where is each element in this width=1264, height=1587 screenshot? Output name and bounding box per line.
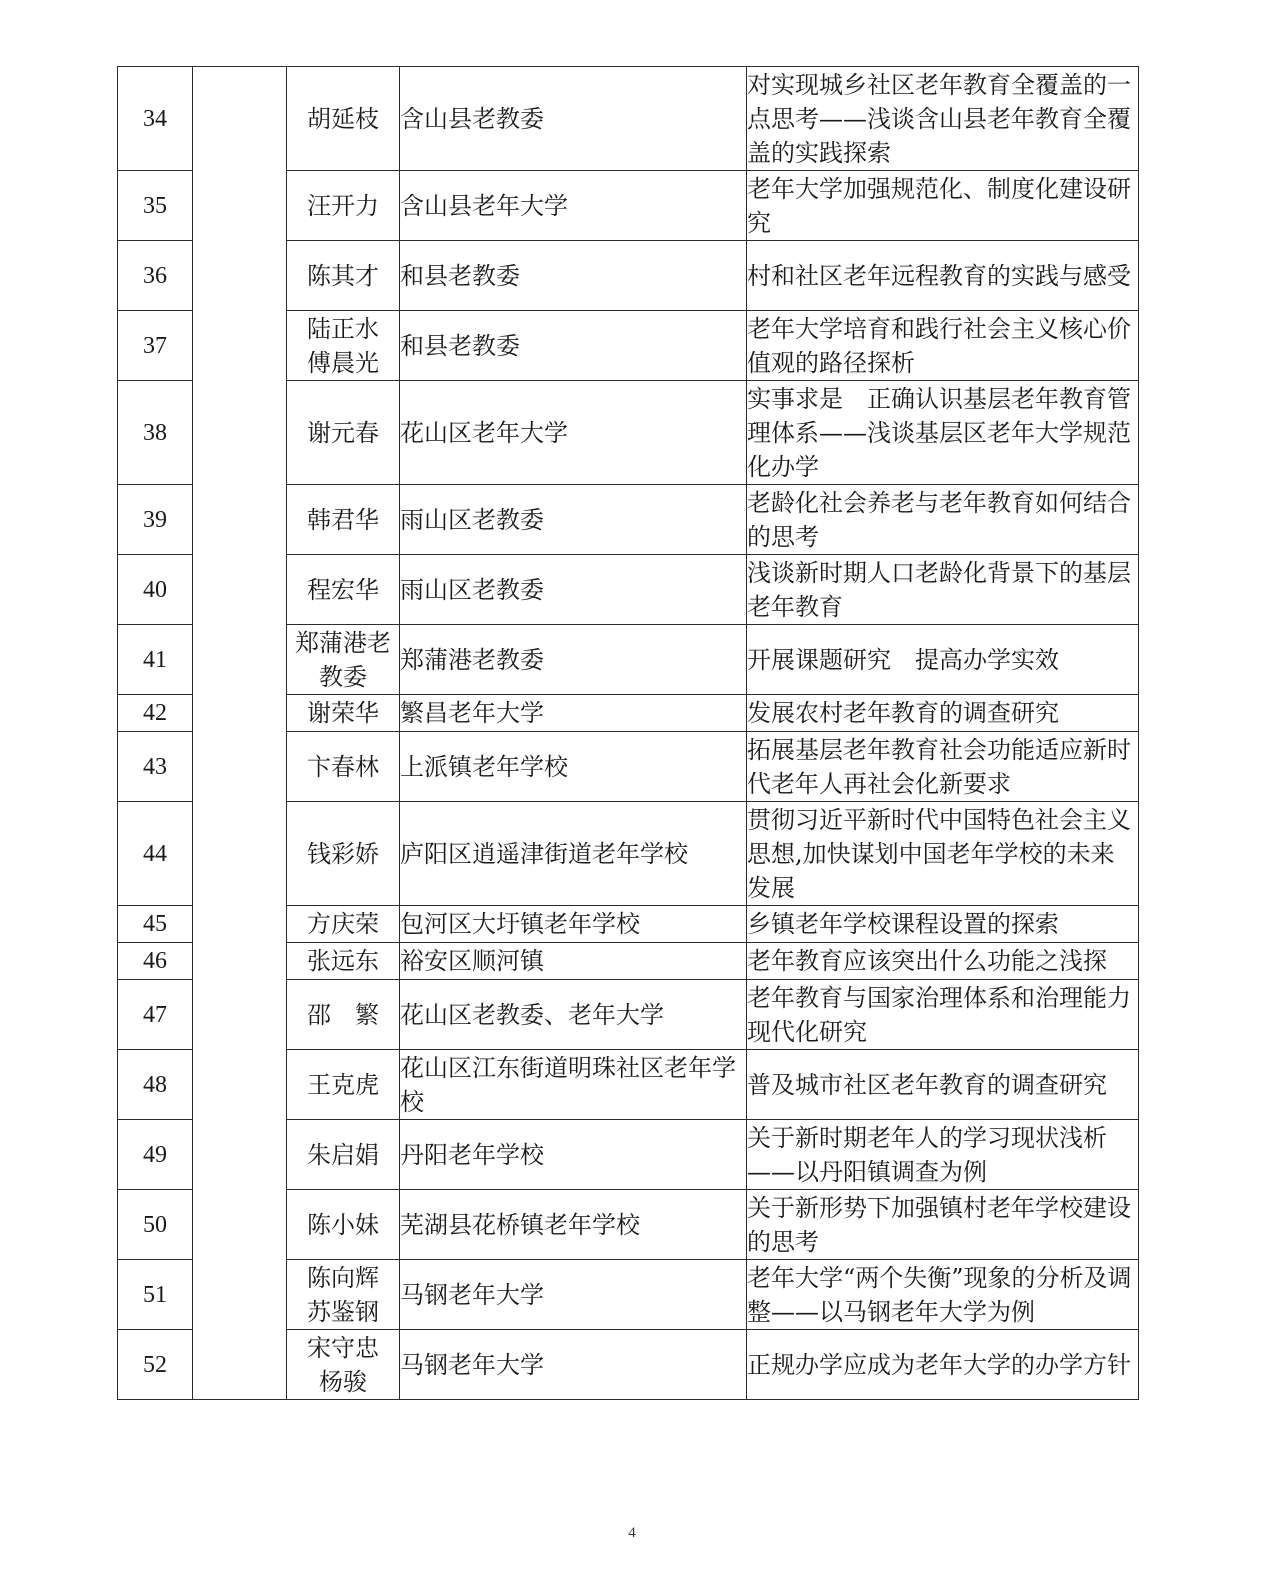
paper-title: 开展课题研究 提高办学实效	[747, 625, 1139, 695]
author-name-line: 钱彩娇	[307, 839, 379, 868]
row-number: 40	[118, 555, 193, 625]
author-name-line: 苏鉴钢	[307, 1297, 379, 1326]
awards-table	[117, 66, 1139, 1400]
author-name-line: 谢元春	[307, 418, 379, 447]
author-name	[287, 485, 400, 555]
row-number: 41	[118, 625, 193, 695]
author-name-line: 宋守忠	[307, 1333, 379, 1362]
paper-title: 拓展基层老年教育社会功能适应新时代老年人再社会化新要求	[747, 732, 1139, 802]
author-name-line: 韩君华	[307, 505, 379, 534]
row-number: 35	[118, 171, 193, 241]
author-name	[287, 906, 400, 943]
organization: 繁昌老年大学	[400, 695, 747, 732]
row-number: 49	[118, 1120, 193, 1190]
paper-title: 乡镇老年学校课程设置的探索	[747, 906, 1139, 943]
row-number: 44	[118, 802, 193, 906]
organization: 和县老教委	[400, 241, 747, 311]
author-name	[287, 695, 400, 732]
organization: 花山区江东街道明珠社区老年学校	[400, 1050, 747, 1120]
organization: 上派镇老年学校	[400, 732, 747, 802]
row-number: 52	[118, 1330, 193, 1400]
row-number: 51	[118, 1260, 193, 1330]
row-number: 43	[118, 732, 193, 802]
paper-title: 浅谈新时期人口老龄化背景下的基层老年教育	[747, 555, 1139, 625]
organization: 花山区老年大学	[400, 381, 747, 485]
author-name	[287, 1050, 400, 1120]
table-body	[118, 67, 1139, 1400]
author-name-line: 程宏华	[307, 575, 379, 604]
author-name-line: 胡延枝	[307, 104, 379, 133]
row-number: 46	[118, 943, 193, 980]
author-name	[287, 980, 400, 1050]
paper-title: 老年大学“两个失衡”现象的分析及调整——以马钢老年大学为例	[747, 1260, 1139, 1330]
row-number: 38	[118, 381, 193, 485]
row-number: 34	[118, 67, 193, 171]
author-name-line: 卞春林	[307, 752, 379, 781]
author-name	[287, 381, 400, 485]
author-name	[287, 1260, 400, 1330]
author-name-line: 陈向辉	[307, 1263, 379, 1292]
paper-title: 正规办学应成为老年大学的办学方针	[747, 1330, 1139, 1400]
organization: 芜湖县花桥镇老年学校	[400, 1190, 747, 1260]
author-name-line: 傅晨光	[307, 348, 379, 377]
author-name	[287, 1190, 400, 1260]
organization: 和县老教委	[400, 311, 747, 381]
paper-title: 贯彻习近平新时代中国特色社会主义思想,加快谋划中国老年学校的未来发展	[747, 802, 1139, 906]
author-name-line: 邵 繁	[307, 1000, 379, 1029]
table-row	[118, 67, 1139, 171]
organization: 庐阳区逍遥津街道老年学校	[400, 802, 747, 906]
organization: 丹阳老年学校	[400, 1120, 747, 1190]
paper-title: 老年教育应该突出什么功能之浅探	[747, 943, 1139, 980]
organization: 马钢老年大学	[400, 1260, 747, 1330]
author-name-line: 张远东	[307, 947, 379, 975]
author-name	[287, 311, 400, 381]
author-name-line: 朱启娟	[307, 1140, 379, 1169]
author-name-line: 陈其才	[307, 261, 379, 290]
paper-title: 老龄化社会养老与老年教育如何结合的思考	[747, 485, 1139, 555]
paper-title: 对实现城乡社区老年教育全覆盖的一点思考——浅谈含山县老年教育全覆盖的实践探索	[747, 67, 1139, 171]
author-name-line: 谢荣华	[307, 699, 379, 727]
author-name	[287, 1330, 400, 1400]
author-name	[287, 171, 400, 241]
organization: 马钢老年大学	[400, 1330, 747, 1400]
row-number: 45	[118, 906, 193, 943]
author-name	[287, 802, 400, 906]
paper-title: 发展农村老年教育的调查研究	[747, 695, 1139, 732]
author-name-line: 教委	[319, 662, 367, 691]
row-number: 50	[118, 1190, 193, 1260]
organization: 含山县老年大学	[400, 171, 747, 241]
row-number: 42	[118, 695, 193, 732]
row-number: 36	[118, 241, 193, 311]
author-name	[287, 1120, 400, 1190]
paper-title: 普及城市社区老年教育的调查研究	[747, 1050, 1139, 1120]
paper-title: 关于新时期老年人的学习现状浅析——以丹阳镇调查为例	[747, 1120, 1139, 1190]
organization: 包河区大圩镇老年学校	[400, 906, 747, 943]
paper-title: 老年大学培育和践行社会主义核心价值观的路径探析	[747, 311, 1139, 381]
organization: 雨山区老教委	[400, 555, 747, 625]
paper-title: 村和社区老年远程教育的实践与感受	[747, 241, 1139, 311]
paper-title: 老年大学加强规范化、制度化建设研究	[747, 171, 1139, 241]
organization: 花山区老教委、老年大学	[400, 980, 747, 1050]
organization: 裕安区顺河镇	[400, 943, 747, 980]
row-number: 37	[118, 311, 193, 381]
author-name-line: 陈小妹	[307, 1210, 379, 1239]
row-number: 39	[118, 485, 193, 555]
author-name	[287, 241, 400, 311]
author-name-line: 方庆荣	[307, 910, 379, 938]
author-name	[287, 67, 400, 171]
author-name-line: 郑蒲港老	[295, 628, 391, 657]
author-name-line: 汪开力	[307, 191, 379, 220]
author-name-line: 杨骏	[319, 1367, 367, 1396]
organization: 含山县老教委	[400, 67, 747, 171]
page-number: 4	[628, 1525, 636, 1541]
paper-title: 关于新形势下加强镇村老年学校建设的思考	[747, 1190, 1139, 1260]
row-number: 48	[118, 1050, 193, 1120]
paper-title: 老年教育与国家治理体系和治理能力现代化研究	[747, 980, 1139, 1050]
author-name-line: 陆正水	[307, 314, 379, 343]
paper-title: 实事求是 正确认识基层老年教育管理体系——浅谈基层区老年大学规范化办学	[747, 381, 1139, 485]
author-name	[287, 625, 400, 695]
author-name	[287, 555, 400, 625]
award-level-cell	[193, 67, 287, 1400]
author-name-line: 王克虎	[307, 1070, 379, 1099]
row-number: 47	[118, 980, 193, 1050]
author-name	[287, 943, 400, 980]
organization: 雨山区老教委	[400, 485, 747, 555]
organization: 郑蒲港老教委	[400, 625, 747, 695]
author-name	[287, 732, 400, 802]
